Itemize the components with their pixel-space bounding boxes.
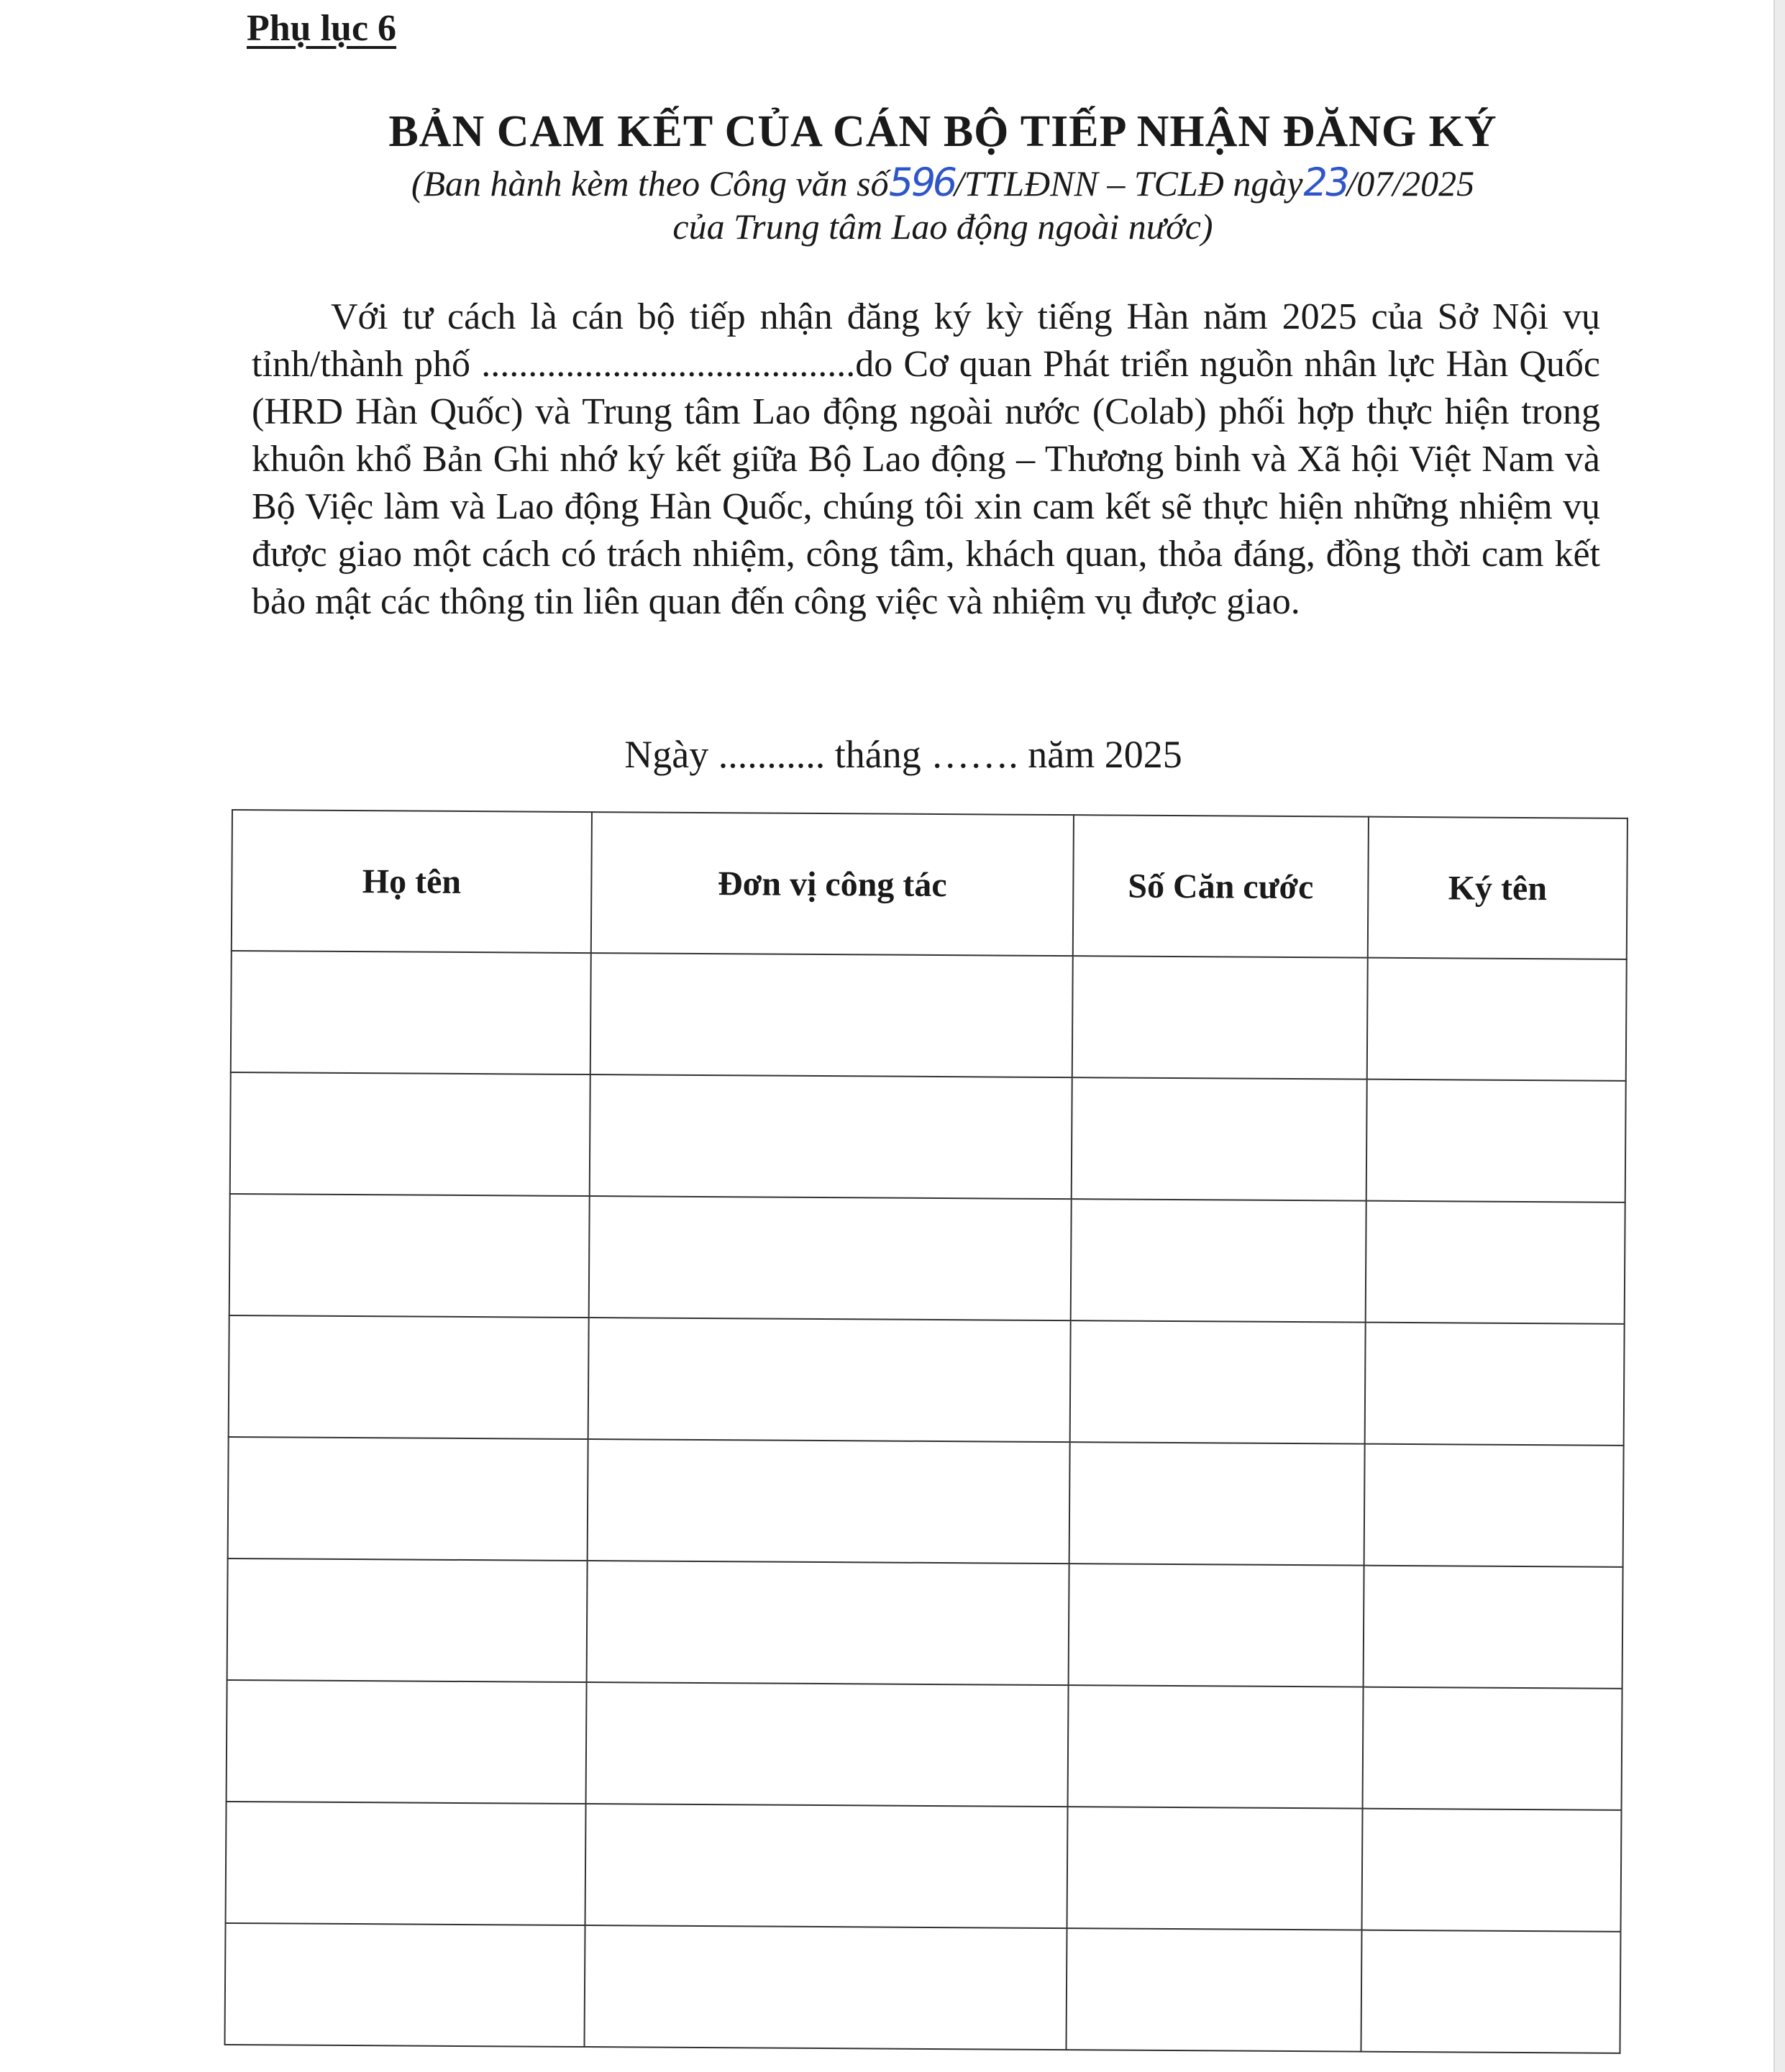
- workplace-cell[interactable]: [584, 1925, 1067, 2050]
- full-name-cell[interactable]: [227, 1680, 587, 1804]
- registration-table: [224, 809, 1628, 2054]
- table-row: [226, 1802, 1622, 1932]
- signature-cell[interactable]: [1364, 1566, 1623, 1689]
- signature-cell[interactable]: [1366, 1080, 1626, 1202]
- table-row: [225, 1923, 1621, 2053]
- full-name-cell[interactable]: [225, 1923, 585, 2047]
- workplace-cell[interactable]: [589, 1196, 1072, 1320]
- id-number-cell[interactable]: [1072, 1077, 1367, 1201]
- signature-cell[interactable]: [1365, 1323, 1625, 1446]
- workplace-cell[interactable]: [588, 1318, 1071, 1442]
- id-number-cell[interactable]: [1072, 956, 1368, 1080]
- page-edge: [1773, 0, 1785, 2072]
- full-name-cell[interactable]: [226, 1802, 586, 1925]
- commitment-paragraph: Với tư cách là cán bộ tiếp nhận đăng ký kỳ tiếng Hàn năm 2025 của Sở Nội vụ tỉnh/thành phố ........................................do Cơ quan Phát triển nguồn nhân lực Hàn Quốc (HRD Hàn Quốc) và Trung tâm Lao động ngoài nước (Colab) phối hợp thực hiện trong khuôn khổ Bản Ghi nhớ ký kết giữa Bộ Lao động – Thương binh và Xã hội Việt Nam và Bộ Việc làm và Lao động Hàn Quốc, chúng tôi xin cam kết sẽ thực hiện những nhiệm vụ được giao một cách có trách nhiệm, công tâm, khách quan, thỏa đáng, đồng thời cam kết bảo mật các thông tin liên quan đến công việc và nhiệm vụ được giao.: [252, 296, 1600, 622]
- table-row: [229, 1194, 1625, 1324]
- handwritten-day: 23: [1299, 160, 1351, 205]
- subtitle-suffix: /07/2025: [1346, 163, 1475, 204]
- workplace-cell[interactable]: [586, 1682, 1069, 1807]
- signature-cell[interactable]: [1364, 1444, 1624, 1567]
- id-number-cell[interactable]: [1066, 1928, 1361, 2052]
- workplace-cell[interactable]: [587, 1561, 1069, 1685]
- table-body: [225, 951, 1627, 2053]
- subtitle-middle: /TTLĐNN – TCLĐ ngày: [954, 163, 1303, 204]
- date-line: Ngày ........... tháng ……. năm 2025: [624, 733, 1182, 776]
- table-row: [227, 1680, 1622, 1810]
- full-name-cell[interactable]: [228, 1437, 588, 1561]
- full-name-cell[interactable]: [227, 1558, 588, 1682]
- id-number-cell[interactable]: [1069, 1442, 1365, 1566]
- column-header-workplace: Đơn vị công tác: [591, 812, 1074, 956]
- full-name-cell[interactable]: [230, 1072, 590, 1196]
- handwritten-doc-number: 596: [885, 160, 959, 205]
- id-number-cell[interactable]: [1067, 1807, 1363, 1930]
- table-row: [230, 1072, 1626, 1202]
- id-number-cell[interactable]: [1068, 1685, 1364, 1809]
- id-number-cell[interactable]: [1069, 1564, 1364, 1687]
- column-header-full-name: Họ tên: [232, 810, 592, 953]
- workplace-cell[interactable]: [588, 1439, 1070, 1564]
- full-name-cell[interactable]: [229, 1194, 590, 1318]
- workplace-cell[interactable]: [590, 953, 1073, 1077]
- appendix-label: Phụ lục 6: [247, 8, 397, 49]
- signature-cell[interactable]: [1366, 1201, 1625, 1324]
- subtitle-line-2: của Trung tâm Lao động ngoài nước): [672, 206, 1213, 247]
- workplace-cell[interactable]: [590, 1074, 1072, 1199]
- column-header-signature: Ký tên: [1368, 817, 1628, 959]
- table-row: [231, 951, 1627, 1081]
- subtitle-line-1: [0, 160, 1785, 205]
- signature-cell[interactable]: [1362, 1809, 1622, 1932]
- table-row: [228, 1437, 1624, 1567]
- subtitle-prefix: (Ban hành kèm theo Công văn số: [411, 163, 889, 204]
- signature-cell[interactable]: [1367, 958, 1627, 1081]
- id-number-cell[interactable]: [1070, 1320, 1366, 1444]
- signature-cell[interactable]: [1361, 1930, 1620, 2053]
- id-number-cell[interactable]: [1071, 1199, 1366, 1323]
- document-title: BẢN CAM KẾT CỦA CÁN BỘ TIẾP NHẬN ĐĂNG KÝ: [388, 107, 1497, 156]
- table-header-row: [232, 810, 1628, 959]
- full-name-cell[interactable]: [231, 951, 591, 1074]
- full-name-cell[interactable]: [229, 1315, 589, 1439]
- table-row: [229, 1315, 1625, 1446]
- table-row: [227, 1558, 1623, 1689]
- signature-cell[interactable]: [1363, 1687, 1622, 1810]
- column-header-id-number: Số Căn cước: [1073, 815, 1369, 958]
- workplace-cell[interactable]: [585, 1804, 1068, 1928]
